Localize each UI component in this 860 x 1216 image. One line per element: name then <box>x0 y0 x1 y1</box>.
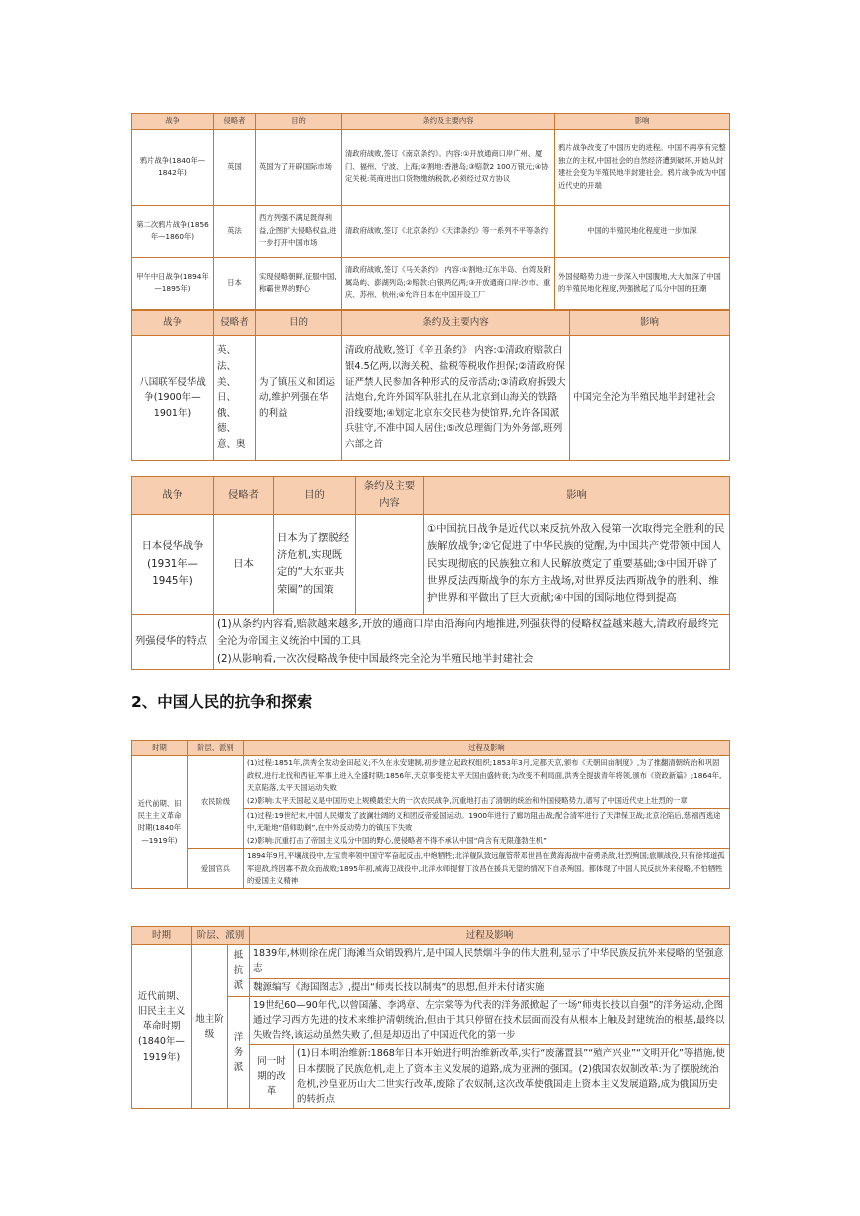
header-process: 过程及影响 <box>250 927 730 945</box>
table-row <box>132 257 730 309</box>
header-class: 阶层、派别 <box>192 927 250 945</box>
header-process: 过程及影响 <box>244 741 730 756</box>
invader-cell: 日本 <box>214 514 274 614</box>
purpose-cell: 日本为了摆脱经济危机,实现既定的“大东亚共荣圈”的国策 <box>274 514 356 614</box>
process-text: (2)影响:太平天国起义是中国历史上规模最宏大的一次农民战争,沉重地打击了清朝的统治和外国侵略势力,谱写了中国近代史上壮烈的一章 <box>247 795 688 805</box>
header-invader: 侵略者 <box>214 311 256 336</box>
class-cell: 地主阶级 <box>192 945 228 1109</box>
invader-cell: 日本 <box>214 257 256 309</box>
purpose-cell: 实现侵略朝鲜,征服中国,称霸世界的野心 <box>256 257 342 309</box>
process-cell <box>244 756 730 809</box>
table-header-row <box>132 114 730 130</box>
section-title: 2、中国人民的抗争和探索 <box>131 693 313 711</box>
feature-item-1: (1)从条约内容看,赔款越来越多,开放的通商口岸由沿海向内地推进,列强获得的侵略权益越来越大,清政府最终完全沦为帝国主义统治中国的工具 <box>217 617 719 648</box>
table-header-row <box>132 311 730 336</box>
header-purpose: 目的 <box>256 311 342 336</box>
war-table-2 <box>131 310 730 461</box>
invader-cell: 英国 <box>214 129 256 205</box>
invader-cell: 英法 <box>214 205 256 257</box>
process-text: (1)过程:1851年,洪秀全发动金田起义;不久在永安建制,初步建立起政权组织;1853年3月,定都天京,颁布《天朝田亩制度》,为了推翻清朝统治和巩固政权,进行北伐和西征,军事上进入全盛时期;1856年,天京事变使太平天国由盛转衰;为改变不利局面,洪秀全提拔青年将领,颁布《资政新篇》;1864年,天京陷落,太平天国运动失败 <box>247 758 722 793</box>
treaty-cell <box>356 514 424 614</box>
class-cell: 农民阶级 <box>188 756 244 849</box>
process-cell: 魏源编写《海国图志》,提出“师夷长技以制夷”的思想,但并未付诸实施 <box>250 978 730 996</box>
reform-label: 同一时期的改革 <box>250 1045 294 1109</box>
table-row <box>132 756 730 809</box>
feature-content <box>214 614 730 669</box>
feature-row <box>132 614 730 669</box>
feature-label: 列强侵华的特点 <box>132 614 214 669</box>
class-cell: 爱国官兵 <box>188 849 244 889</box>
table-row <box>132 205 730 257</box>
impact-cell: ①中国抗日战争是近代以来反抗外敌入侵第一次取得完全胜利的民族解放战争;②它促进了中华民族的觉醒,为中国共产党带领中国人民实现彻底的民族独立和人民解放奠定了重要基础;③中国开辟了世界反法西斯战争的东方主战场,对世界反法西斯战争的胜利、维护世界和平做出了巨大贡献;④中国的国际地位得到提高 <box>424 514 730 614</box>
header-impact: 影响 <box>555 114 730 130</box>
table-header-row <box>132 477 730 515</box>
process-cell: 1839年,林则徐在虎门海滩当众销毁鸦片,是中国人民禁烟斗争的伟大胜利,显示了中华民族反抗外来侵略的坚强意志 <box>250 945 730 978</box>
header-war: 战争 <box>132 311 214 336</box>
struggle-table-2 <box>131 926 730 1109</box>
header-impact: 影响 <box>570 311 730 336</box>
faction-cell: 洋务派 <box>228 996 250 1108</box>
war-cell: 甲午中日战争(1894年—1895年) <box>132 257 214 309</box>
table-header-row <box>132 927 730 945</box>
header-period: 时期 <box>132 741 188 756</box>
header-invader: 侵略者 <box>214 477 274 515</box>
header-treaty: 条约及主要内容 <box>342 114 555 130</box>
process-text: (2)影响:沉重打击了帝国主义瓜分中国的野心,使侵略者不得不承认中国“尚含有无限蓬勃生机” <box>247 835 547 845</box>
table-row <box>132 336 730 461</box>
feature-item-2: (2)从影响看,一次次侵略战争使中国最终完全沦为半殖民地半封建社会 <box>217 652 534 665</box>
period-cell: 近代前期、旧民主主义革命时期(1840年—1919年) <box>132 945 192 1109</box>
treaty-cell: 清政府战败,签订《马关条约》 内容:①割地:辽东半岛、台湾及附属岛屿、澎湖列岛;②赔款:白银两亿两;③开放通商口岸:沙市、重庆、苏州、杭州;④允许日本在中国开设工厂 <box>342 257 555 309</box>
header-treaty: 条约及主要内容 <box>356 477 424 515</box>
war-cell: 鸦片战争(1840年—1842年) <box>132 129 214 205</box>
table-header-row <box>132 741 730 756</box>
treaty-cell: 清政府战败,签订《南京条约》。内容:①开放通商口岸广州、厦门、福州、宁波、上海;②割地:香港岛;③赔款2 100万银元;④协定关税:英商进出口货物缴纳税款,必须经过双方协议 <box>342 129 555 205</box>
purpose-cell: 英国为了开辟国际市场 <box>256 129 342 205</box>
treaty-cell: 清政府战败,签订《北京条约》《天津条约》等一系列不平等条约 <box>342 205 555 257</box>
header-invader: 侵略者 <box>214 114 256 130</box>
purpose-cell: 为了镇压义和团运动,维护列强在华的利益 <box>256 336 342 461</box>
header-treaty: 条约及主要内容 <box>342 311 570 336</box>
header-purpose: 目的 <box>256 114 342 130</box>
header-class: 阶层、派别 <box>188 741 244 756</box>
war-table-1 <box>131 113 730 310</box>
treaty-cell: 清政府战败,签订《辛丑条约》 内容:①清政府赔款白银4.5亿两,以海关税、盐税等税收作担保;②清政府保证严禁人民参加各种形式的反帝活动;③清政府拆毁大沽炮台,允许外国军队驻扎在从北京到山海关的铁路沿线要地;④划定北京东交民巷为使馆界,允许各国派兵驻守,不准中国人居住;⑤改总理衙门为外务部,班列六部之首 <box>342 336 570 461</box>
header-period: 时期 <box>132 927 192 945</box>
period-cell: 近代前期、旧民主主义革命时期(1840年—1919年) <box>132 756 188 889</box>
war-cell: 第二次鸦片战争(1856年—1860年) <box>132 205 214 257</box>
table-row <box>132 849 730 889</box>
header-war: 战争 <box>132 114 214 130</box>
process-cell <box>244 809 730 849</box>
header-purpose: 目的 <box>274 477 356 515</box>
table-row <box>132 129 730 205</box>
impact-cell: 中国的半殖民地化程度进一步加深 <box>555 205 730 257</box>
struggle-table-1 <box>131 740 730 889</box>
header-war: 战争 <box>132 477 214 515</box>
war-cell: 八国联军侵华战争(1900年—1901年) <box>132 336 214 461</box>
invader-cell: 英、法、美、日、俄、德、意、奥 <box>214 336 256 461</box>
table-row <box>132 945 730 978</box>
table-row <box>132 514 730 614</box>
process-cell: 19世纪60—90年代,以曾国藩、李鸿章、左宗棠等为代表的洋务派掀起了一场“师夷长技以自强”的洋务运动,企图通过学习西方先进的技术来维护清朝统治,但由于其只停留在技术层面而没有从根本上触及封建统治的根基,最终以失败告终,该运动虽然失败了,但是却迈出了中国近代化的第一步 <box>250 996 730 1045</box>
process-cell: 1894年9月,平壤战役中,左宝贵率领中国守军奋起反击,中炮牺牲;北洋舰队致远舰管带邓世昌在黄海海战中奋勇杀敌,壮烈殉国;旅顺战役,只有徐邦道孤军迎敌,终因寡不敌众而战败;1895年初,威海卫战役中,北洋水师提督丁汝昌在援兵无望的情况下自杀殉国。都体现了中国人民反抗外来侵略,不怕牺牲的爱国主义精神 <box>244 849 730 889</box>
faction-cell: 抵抗派 <box>228 945 250 997</box>
impact-cell: 鸦片战争改变了中国历史的进程。中国不再享有完整独立的主权,中国社会的自然经济遭到破坏,开始从封建社会变为半殖民地半封建社会。鸦片战争成为中国近代史的开端 <box>555 129 730 205</box>
purpose-cell: 西方列强不满足既得利益,企图扩大侵略权益,进一步打开中国市场 <box>256 205 342 257</box>
war-cell: 日本侵华战争(1931年—1945年) <box>132 514 214 614</box>
process-cell: (1)日本明治维新:1868年日本开始进行明治维新改革,实行“废藩置县”“殖产兴业”“文明开化”等措施,使日本摆脱了民族危机,走上了资本主义发展的道路,成为亚洲的强国。(2)俄国农奴制改革:为了摆脱统治危机,沙皇亚历山大二世实行改革,废除了农奴制,这次改革使俄国走上资本主义发展道路,成为俄国历史的转折点 <box>294 1045 730 1109</box>
war-table-3 <box>131 476 730 670</box>
process-text: (1)过程:19世纪末,中国人民爆发了波澜壮阔的义和团反帝爱国运动。1900年进行了廊坊阻击战;配合清军进行了天津保卫战;北京沦陷后,慈禧西逃途中,无耻地“借师助剿”,在中外反动势力的镇压下失败 <box>247 811 721 833</box>
header-impact: 影响 <box>424 477 730 515</box>
impact-cell: 中国完全沦为半殖民地半封建社会 <box>570 336 730 461</box>
impact-cell: 外国侵略势力进一步深入中国腹地,大大加深了中国的半殖民地化程度,列强掀起了瓜分中国的狂潮 <box>555 257 730 309</box>
